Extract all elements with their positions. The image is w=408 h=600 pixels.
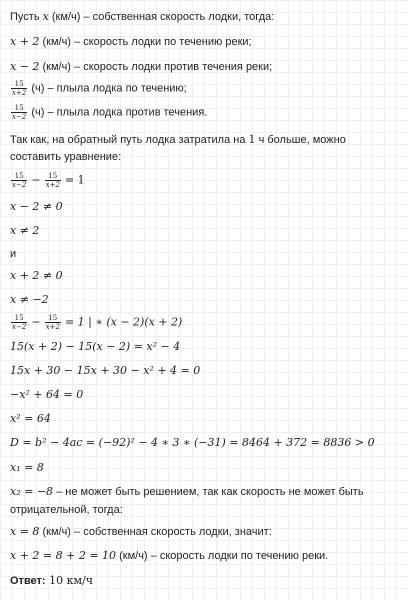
- math-expr: x + 2: [10, 35, 40, 48]
- line-compose-equation: [10, 150, 121, 164]
- denominator: x+2: [45, 181, 60, 189]
- line-cond-2-result: [10, 293, 49, 307]
- line-and: [10, 247, 16, 261]
- line-time-downstream: [10, 80, 187, 97]
- math-expr: −x² + 64 = 0: [10, 388, 84, 401]
- line-expand-2: [10, 364, 200, 378]
- text: (ч) – плыла лодка по течению;: [28, 82, 187, 95]
- math-expr: x₂ = −8: [10, 485, 54, 498]
- denominator: x−2: [12, 113, 27, 121]
- math-expr: x + 2 = 8 + 2 = 10: [10, 549, 117, 562]
- line-equation-multiply: [10, 314, 182, 331]
- fraction: [45, 314, 61, 331]
- math-expr: = 1: [64, 173, 85, 187]
- math-operator: −: [31, 173, 41, 187]
- numerator: 15: [11, 104, 27, 113]
- math-number: 1: [248, 133, 256, 146]
- text: отрицательной, тогда:: [10, 504, 123, 516]
- text: (ч) – плыла лодка против течения.: [28, 106, 208, 119]
- line-since: [10, 133, 346, 147]
- text: (км/ч) – собственная скорость лодки, тогда:: [48, 11, 275, 23]
- denominator: x−2: [12, 181, 27, 189]
- math-expr: x = 8: [10, 525, 40, 538]
- line-root-1: [10, 461, 44, 475]
- text: Пусть: [10, 11, 43, 23]
- text: составить уравнение:: [10, 151, 122, 163]
- line-expand-1: [10, 340, 180, 354]
- denominator: x+2: [45, 323, 60, 331]
- numerator: 15: [45, 172, 61, 181]
- text: (км/ч) – скорость лодки против течения реки;: [39, 61, 273, 73]
- text: – не может быть решением, так как скорость не может быть: [53, 486, 364, 498]
- line-cond-2: [10, 269, 63, 283]
- denominator: x−2: [12, 323, 27, 331]
- line-simplify: [10, 388, 83, 402]
- line-own-speed: [10, 525, 272, 539]
- line-downstream-speed: [10, 549, 328, 563]
- text: и: [10, 248, 17, 260]
- math-expr: x − 2: [10, 60, 40, 73]
- math-expr: 15(x + 2) − 15(x − 2) = x² − 4: [10, 340, 181, 353]
- fraction: [45, 172, 61, 189]
- line-cond-1-result: [10, 224, 39, 238]
- numerator: 15: [11, 314, 27, 323]
- line-speed-downstream: [10, 35, 252, 49]
- math-var: x: [42, 10, 49, 23]
- text: Так как, на обратный путь лодка затратила на: [10, 134, 249, 146]
- math-expr: = 1 | ∗ (x − 2)(x + 2): [64, 315, 183, 329]
- line-discriminant: [10, 436, 375, 450]
- math-expr: D = b² − 4ac = (−92)² − 4 ∗ 3 ∗ (−31) = 8464 + 372 = 8836 > 0: [10, 436, 375, 449]
- numerator: 15: [11, 80, 27, 89]
- fraction: [11, 80, 27, 97]
- line-x-squared: [10, 412, 51, 426]
- text: (км/ч) – скорость лодки по течению реки.: [116, 550, 329, 562]
- numerator: 15: [45, 314, 61, 323]
- line-root-2: [10, 485, 364, 499]
- text: (км/ч) – собственная скорость лодки, значит:: [39, 526, 272, 538]
- text: ч больше, можно: [255, 134, 346, 146]
- math-expr: x ≠ −2: [10, 293, 49, 306]
- line-answer: [10, 574, 93, 588]
- math-expr: x² = 64: [10, 412, 51, 425]
- fraction: [11, 104, 27, 121]
- line-speed-upstream: [10, 60, 272, 74]
- math-expr: x ≠ 2: [10, 224, 40, 237]
- line-negative: [10, 503, 123, 517]
- line-let-x: [10, 10, 274, 24]
- answer-value: 10 км/ч: [45, 574, 93, 587]
- line-equation: [10, 172, 85, 189]
- fraction: [11, 314, 27, 331]
- text: (км/ч) – скорость лодки по течению реки;: [39, 36, 252, 48]
- math-operator: −: [31, 315, 41, 329]
- denominator: x+2: [12, 89, 27, 97]
- math-expr: x + 2 ≠ 0: [10, 269, 63, 282]
- line-cond-1: [10, 200, 63, 214]
- answer-label: Ответ:: [10, 575, 46, 587]
- numerator: 15: [11, 172, 27, 181]
- math-expr: 15x + 30 − 15x + 30 − x² + 4 = 0: [10, 364, 201, 377]
- fraction: [11, 172, 27, 189]
- line-time-upstream: [10, 104, 207, 121]
- math-expr: x₁ = 8: [10, 461, 44, 474]
- math-expr: x − 2 ≠ 0: [10, 200, 63, 213]
